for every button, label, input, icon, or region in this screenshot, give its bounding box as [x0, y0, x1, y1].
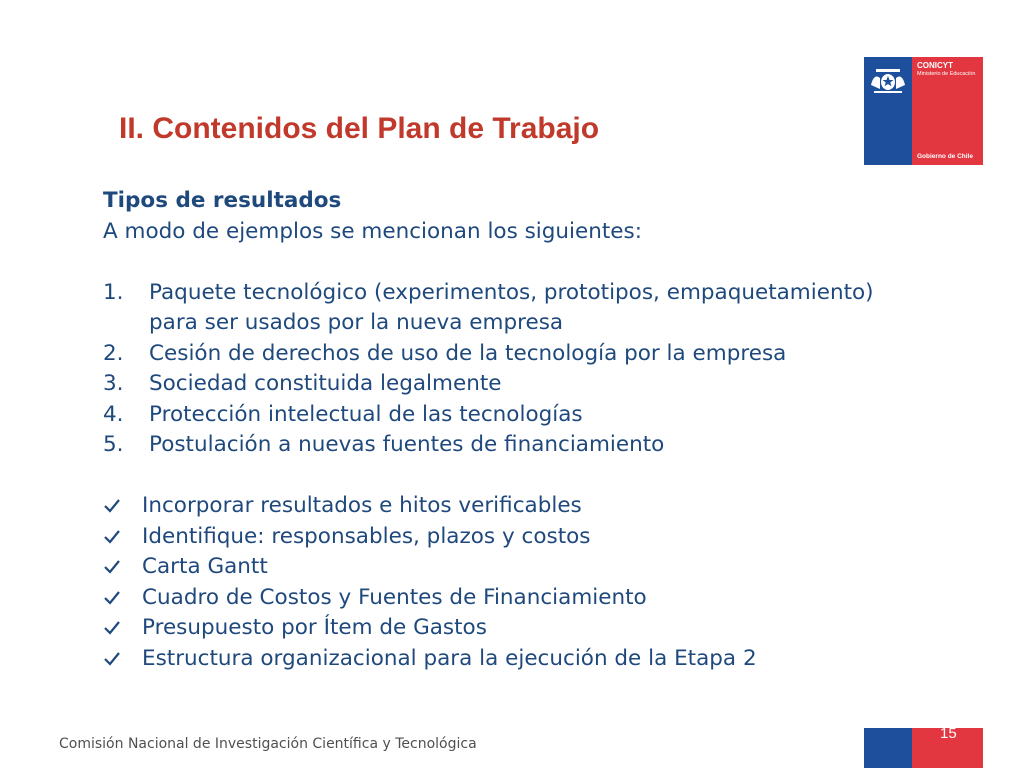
slide-title: II. Contenidos del Plan de Trabajo — [119, 112, 600, 145]
checkmark-icon — [103, 522, 142, 553]
checklist-text: Presupuesto por Ítem de Gastos — [142, 615, 487, 640]
logo-ministry: Ministerio de Educación — [917, 71, 976, 77]
checkmark-icon — [103, 491, 142, 522]
list-number: 3. — [103, 371, 124, 396]
checkmark-icon — [103, 644, 142, 675]
slide-body — [103, 186, 943, 674]
checklist-text: Cuadro de Costos y Fuentes de Financiamiento — [142, 584, 647, 610]
logo-government: Gobierno de Chile — [917, 153, 973, 160]
list-item — [103, 430, 943, 461]
conicyt-logo — [864, 57, 983, 165]
checkmark-icon — [103, 552, 142, 583]
checklist-item — [103, 644, 943, 675]
checklist-text: Incorporar resultados e hitos verificables — [142, 493, 582, 518]
footer-flag — [864, 728, 983, 768]
list-text-content: Paquete tecnológico (experimentos, prototipos, empaquetamiento) para ser usados por la nueva empresa — [149, 279, 874, 335]
checklist-item — [103, 522, 943, 553]
logo-name: CONICYT — [917, 61, 953, 70]
list-text: Postulación a nuevas fuentes de financiamiento — [149, 432, 665, 457]
list-text: Cesión de derechos de uso de la tecnología por la empresa — [149, 340, 787, 366]
checklist-text: Carta Gantt — [142, 554, 268, 579]
checkmark-icon — [103, 583, 142, 614]
spacer — [103, 461, 943, 492]
checklist-item — [103, 552, 943, 583]
checklist-item — [103, 613, 943, 644]
slide-subtitle: Tipos de resultados — [103, 188, 342, 213]
list-number: 1. — [103, 279, 124, 305]
list-text: Sociedad constituida legalmente — [149, 371, 502, 396]
footer-organization: Comisión Nacional de Investigación Científica y Tecnológica — [59, 736, 477, 752]
list-number: 5. — [103, 432, 124, 457]
checklist-text: Estructura organizacional para la ejecución de la Etapa 2 — [142, 645, 757, 671]
list-item — [103, 339, 943, 370]
list-number: 4. — [103, 401, 124, 427]
spacer — [103, 247, 943, 278]
list-item — [103, 400, 943, 431]
checklist-text: Identifique: responsables, plazos y costos — [142, 523, 591, 549]
intro-text: A modo de ejemplos se mencionan los siguientes: — [103, 218, 642, 244]
list-text: Protección intelectual de las tecnologías — [149, 401, 583, 427]
coat-of-arms-icon — [868, 65, 908, 95]
footer-blue-band — [864, 728, 912, 768]
page-number: 15 — [940, 725, 957, 742]
list-item — [103, 369, 943, 400]
checklist-item — [103, 583, 943, 614]
list-text — [149, 278, 909, 339]
list-number: 2. — [103, 340, 124, 366]
checklist-item — [103, 491, 943, 522]
checkmark-icon — [103, 613, 142, 644]
list-item — [103, 278, 943, 339]
